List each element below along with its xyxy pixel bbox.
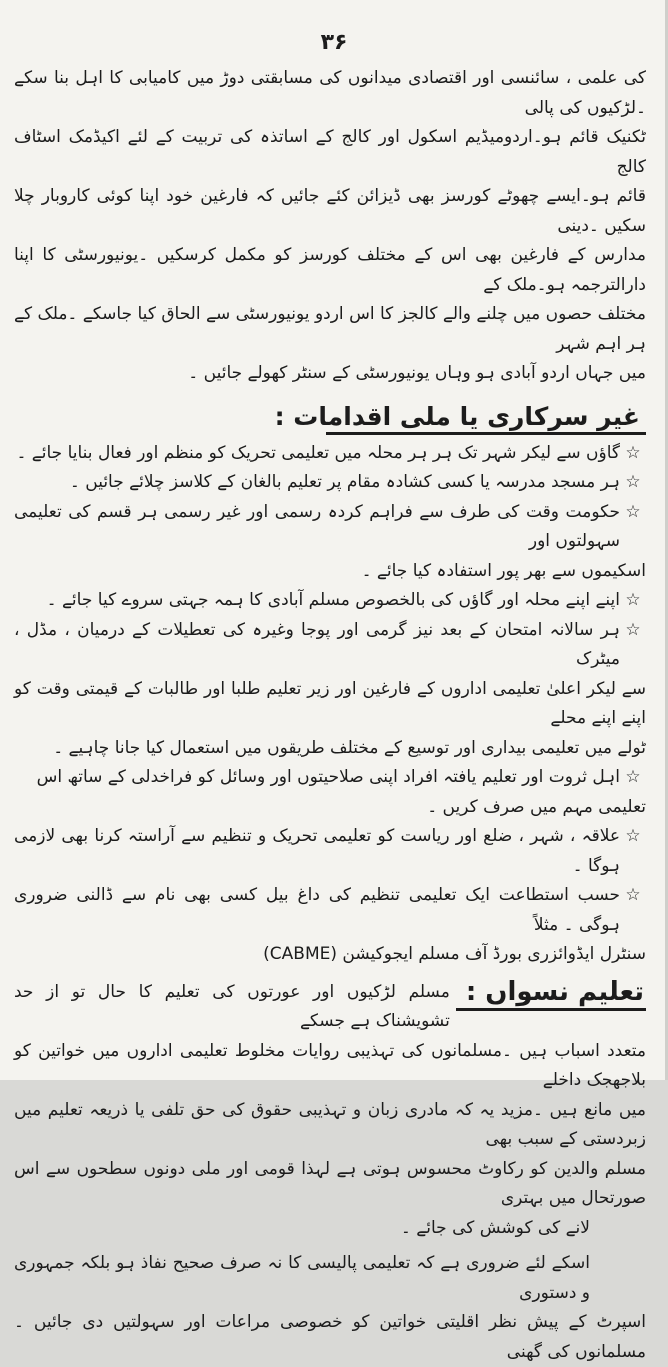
section-heading-row: [14, 976, 646, 1037]
star-bullet-icon: ☆: [625, 619, 641, 640]
star-bullet-icon: ☆: [625, 885, 641, 905]
text-line: مختلف حصوں میں چلنے والے کالجز کا اس اردو یونیورسٹی سے الحاق کیا جاسکے ۔ملک کے ہر اہم شہر: [14, 304, 646, 354]
section-heading-niswan: تعلیم نسواں :: [456, 976, 646, 1011]
section-heading-wrap: [14, 399, 646, 435]
star-bullet-icon: ☆: [625, 501, 641, 522]
text-line: اہل ثروت اور تعلیم یافتہ افراد اپنی صلاحیتوں اور وسائل کو فراخدلی کے ساتھ اس: [36, 767, 620, 787]
text-line: مدارس کے فارغین بھی اس کے مختلف کورسز کو مکمل کرسکیں ۔یونیورسٹی کا اپنا دارالترجمہ ہو۔ملک کے: [14, 245, 646, 295]
text-line: ٹولے میں تعلیمی بیداری اور توسیع کے مختلف طریقوں میں استعمال کیا جانا چاہیے ۔: [53, 737, 646, 758]
intro-paragraph: [14, 64, 646, 389]
niswan-paragraph-2: [14, 1249, 646, 1367]
text-line: سے لیکر اعلیٰ تعلیمی اداروں کے فارغین اور زیر تعلیم طلبا اور طالبات کے قیمتی وقت کو اپنے اپنے محلے: [14, 678, 646, 728]
text-line: حسب استطاعت ایک تعلیمی تنظیم کی داغ بیل کسی بھی نام سے ڈالنی ضروری ہوگی ۔ مثلاً: [14, 885, 620, 935]
page-number: ۳۶: [320, 30, 348, 55]
niswan-paragraph: [14, 1037, 646, 1244]
text-line: کی علمی ، سائنسی اور اقتصادی میدانوں کی مسابقتی دوڑ میں کامیابی کا اہل بنا سکے ۔لڑکیوں کی پالی: [14, 68, 646, 118]
text-line: ہر مسجد مدرسہ یا کسی کشادہ مقام پر تعلیم بالغان کے کلاسز چلائے جائیں ۔: [69, 472, 620, 492]
star-bullet-icon: ☆: [625, 826, 641, 846]
text-line: لانے کی کوشش کی جائے ۔: [400, 1217, 590, 1238]
body-text: [14, 64, 646, 1367]
star-bullet-icon: ☆: [625, 472, 641, 492]
text-line: میں مانع ہیں ۔مزید یہ کہ مادری زبان و تہذیبی حقوق کی حق تلفی یا ذریعہ تعلیم میں زبردستی کے سبب بھی: [14, 1099, 646, 1149]
text-line: حکومت وقت کی طرف سے فراہم کردہ رسمی اور غیر رسمی ہر قسم کی تعلیمی سہولتوں اور: [14, 501, 620, 551]
text-line: سنٹرل ایڈوائزری بورڈ آف مسلم ایجوکیشن (CABME): [263, 944, 646, 964]
list-item: [14, 586, 646, 616]
list-item: [14, 616, 646, 675]
text-line: مسلم والدین کو رکاوٹ محسوس ہوتی ہے لہذا قومی اور ملی دونوں سطحوں سے اس صورتحال میں بہتری: [14, 1158, 646, 1208]
text-line: اپنے اپنے محلہ اور گاؤں کی بالخصوص مسلم آبادی کا ہمہ جہتی سروے کیا جائے ۔: [46, 590, 620, 610]
text-line: ٹکنیک قائم ہو۔اردومیڈیم اسکول اور کالج کے اساتذہ کی تربیت کے لئے اکیڈمک اسٹاف کالج: [14, 127, 646, 177]
list-item: [14, 763, 646, 793]
text-line: اسپرٹ کے پیش نظر اقلیتی خواتین کو خصوصی مراعات اور سہولتیں دی جائیں ۔مسلمانوں کی گھنی: [14, 1312, 646, 1362]
star-bullet-icon: ☆: [625, 767, 641, 787]
text-line: قائم ہو۔ایسے چھوٹے کورسز بھی ڈیزائن کئے جائیں کہ فارغین خود اپنا کوئی کاروبار چلا سکیں ۔دینی: [14, 186, 646, 236]
list-item: [14, 468, 646, 498]
list-item: [14, 498, 646, 557]
list-item: [14, 439, 646, 469]
list-item: [14, 881, 646, 940]
list-item: [14, 822, 646, 881]
bullet-list: [14, 439, 646, 970]
star-bullet-icon: ☆: [625, 442, 641, 463]
star-bullet-icon: ☆: [625, 590, 641, 610]
text-line: تعلیمی مہم میں صرف کریں ۔: [427, 796, 646, 817]
text-line: اسکے لئے ضروری ہے کہ تعلیمی پالیسی کا نہ صرف صحیح نفاذ ہو بلکہ جمہوری و دستوری: [14, 1253, 590, 1303]
section-heading-milli: غیر سرکاری یا ملی اقدامات :: [274, 401, 640, 431]
text-line: گاؤں سے لیکر شہر تک ہر ہر محلہ میں تعلیمی تحریک کو منظم اور فعال بنایا جائے ۔: [16, 442, 620, 463]
text-line: ہر سالانہ امتحان کے بعد نیز گرمی اور پوجا وغیرہ کی تعطیلات کے درمیان ، مڈل ، میٹرک: [14, 619, 620, 669]
text-line: مسلم لڑکیوں اور عورتوں کی تعلیم کا حال تو از حد تشویشناک ہے جسکے: [14, 981, 450, 1031]
heading-underline: [326, 432, 646, 435]
text-line: متعدد اسباب ہیں ۔مسلمانوں کی تہذیبی روایات مخلوط تعلیمی اداروں میں خواتین کو بلاجھجک داخلے: [14, 1040, 646, 1090]
text-line: اسکیموں سے بھر پور استفادہ کیا جائے ۔: [361, 560, 646, 581]
text-line: میں جہاں اردو آبادی ہو وہاں یونیورسٹی کے سنٹر کھولے جائیں ۔: [188, 363, 646, 383]
text-line: علاقہ ، شہر ، ضلع اور ریاست کو تعلیمی تحریک و تنظیم سے آراستہ کرنا بھی لازمی ہوگا ۔: [14, 826, 620, 876]
